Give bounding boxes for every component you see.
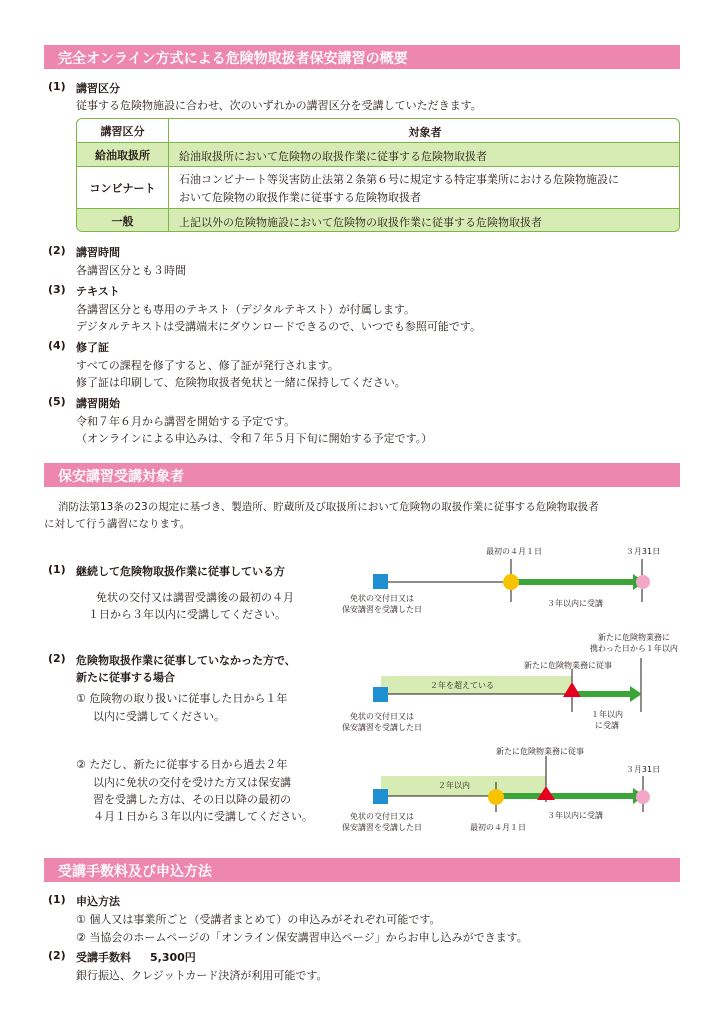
item-text: （オンラインによる申込みは、令和７年５月下旬に開始する予定です。） <box>76 432 433 445</box>
diagram-label: 新たに危険物業務に従事 <box>496 747 584 756</box>
item-title: 申込方法 <box>76 895 120 908</box>
april-first-dot <box>488 789 504 805</box>
intro-text: 消防法第13条の23の規定に基づき、製造所、貯蔵所及び取扱所において危険物の取扱作業に従事する危険物取扱者 <box>58 501 599 513</box>
item-title: 講習時間 <box>76 246 120 259</box>
diagram-label: ３月31日 <box>625 547 661 556</box>
item-number: (5) <box>48 395 66 408</box>
item-number: (1) <box>48 80 66 93</box>
table-cell-target: 上記以外の危険物施設において危険物の取扱作業に従事する危険物取扱者 <box>179 216 542 229</box>
arrow-head <box>630 686 642 702</box>
diagram-label: 保安講習を受講した日 <box>342 605 422 614</box>
item-text: 以内に受講してください。 <box>93 710 225 723</box>
item-title: 講習開始 <box>76 397 120 410</box>
diagram-label: 免状の交付日又は <box>350 712 414 721</box>
table-cell-category: コンビナート <box>77 167 169 208</box>
table-cell-target: 給油取扱所において危険物の取扱作業に従事する危険物取扱者 <box>179 150 487 163</box>
green-arrow-bar <box>511 579 635 585</box>
diagram-label: 免状の交付日又は <box>350 594 414 603</box>
diagram-label: 最初の４月１日 <box>486 547 542 556</box>
item-text: デジタルテキストは受講端末にダウンロードできるので、いつでも参照可能です。 <box>76 320 482 333</box>
item-title: 新たに従事する場合 <box>76 671 175 684</box>
table-header-target: 対象者 <box>408 126 442 139</box>
start-square <box>373 574 388 589</box>
item-title: 受講手数料 <box>76 951 131 964</box>
item-text: １日から３年以内に受講してください。 <box>88 608 286 621</box>
item-text: ① 個人又は事業所ごと（受講者まとめて）の申込みがそれぞれ可能です。 <box>76 913 441 926</box>
table-row <box>77 167 680 209</box>
item-title: 危険物取扱作業に従事していなかった方で、 <box>76 654 296 667</box>
item-text: 習を受講した方は、その日以降の最初の <box>93 793 291 806</box>
item-title: 継続して危険物取扱作業に従事している方 <box>76 565 285 578</box>
diagram-label: 携わった日から１年以内 <box>590 644 678 653</box>
item-text: 令和７年６月から講習を開始する予定です。 <box>76 415 296 428</box>
diagram-label: 新たに危険物業務に <box>598 633 670 642</box>
diagram-label: 最初の４月１日 <box>470 823 526 832</box>
item-text: 従事する危険物施設に合わせ、次のいずれかの講習区分を受講していただきます。 <box>76 99 482 112</box>
green-arrow-bar <box>572 691 632 697</box>
item-text: 銀行振込、クレジットカード決済が利用可能です。 <box>76 969 328 982</box>
item-text: すべての課程を修了すると、修了証が発行されます。 <box>76 359 339 372</box>
diagram-label: ３月31日 <box>625 765 661 774</box>
item-number: (1) <box>48 893 66 906</box>
diagram-label: 保安講習を受講した日 <box>342 823 422 832</box>
table-header-category: 講習区分 <box>77 119 169 142</box>
item-number: (2) <box>48 244 66 257</box>
table-cell-category: 給油取扱所 <box>77 143 169 166</box>
green-arrow-bar <box>496 793 635 799</box>
diagram-label: ３年以内に受講 <box>547 811 603 820</box>
item-text: ４月１日から３年以内に受講してください。 <box>93 810 313 823</box>
item-title: テキスト <box>76 285 120 298</box>
april-first-dot <box>503 574 519 590</box>
section-header-overview <box>44 45 680 69</box>
table-row <box>77 209 680 232</box>
item-number: (4) <box>48 339 66 352</box>
table-cell-category: 一般 <box>77 209 169 232</box>
item-text: 修了証は印刷して、危険物取扱者免状と一緒に保持してください。 <box>76 376 406 389</box>
item-text: 各講習区分とも３時間 <box>76 264 186 277</box>
item-title: 修了証 <box>76 341 109 354</box>
item-text: ② 当協会のホームページの「オンライン保安講習申込ページ」からお申し込みができます。 <box>76 931 528 944</box>
march-31-dot <box>636 575 650 589</box>
item-number: (3) <box>48 283 66 296</box>
table-cell-target: 石油コンビナート等災害防止法第２条第６号に規定する特定事業所における危険物施設に <box>179 173 619 186</box>
item-text: 以内に免状の交付を受けた方又は保安講 <box>93 776 291 789</box>
diagram-label: 免状の交付日又は <box>350 812 414 821</box>
item-text: 各講習区分とも専用のテキスト（デジタルテキスト）が付属します。 <box>76 303 416 316</box>
table-cell-target: おいて危険物の取扱作業に従事する危険物取扱者 <box>179 191 421 204</box>
diagram-label: 新たに危険物業務に従事 <box>524 661 612 670</box>
section-title: 受講手数料及び申込方法 <box>58 864 212 880</box>
item-number: (1) <box>48 563 66 576</box>
item-text: ① 危険物の取り扱いに従事した日から１年 <box>76 692 288 705</box>
table-row <box>77 143 680 167</box>
diagram-label: ３年以内に受講 <box>547 599 603 608</box>
diagram-label: 保安講習を受講した日 <box>342 723 422 732</box>
course-table <box>76 118 680 232</box>
item-text: 免状の交付又は講習受講後の最初の４月 <box>96 591 294 604</box>
table-header-row <box>77 119 680 143</box>
section-header-fee <box>44 858 680 882</box>
intro-text: に対して行う講習になります。 <box>44 518 191 530</box>
diagram-label: に受講 <box>595 721 619 730</box>
item-number: (2) <box>48 949 66 962</box>
section-header-eligibility <box>44 463 680 487</box>
start-square <box>373 687 388 702</box>
item-number: (2) <box>48 652 66 665</box>
item-text: ② ただし、新たに従事する日から過去２年 <box>76 758 288 771</box>
fee-amount: 5,300円 <box>150 951 196 964</box>
section-title: 完全オンライン方式による危険物取扱者保安講習の概要 <box>58 51 408 67</box>
item-title: 講習区分 <box>76 82 120 95</box>
section-title: 保安講習受講対象者 <box>58 469 184 485</box>
start-square <box>373 789 388 804</box>
diagram-label: １年以内 <box>591 710 623 719</box>
diagram-label: ２年を超えている <box>430 681 494 690</box>
diagram-label: ２年以内 <box>438 781 470 790</box>
march-31-dot <box>636 790 650 804</box>
